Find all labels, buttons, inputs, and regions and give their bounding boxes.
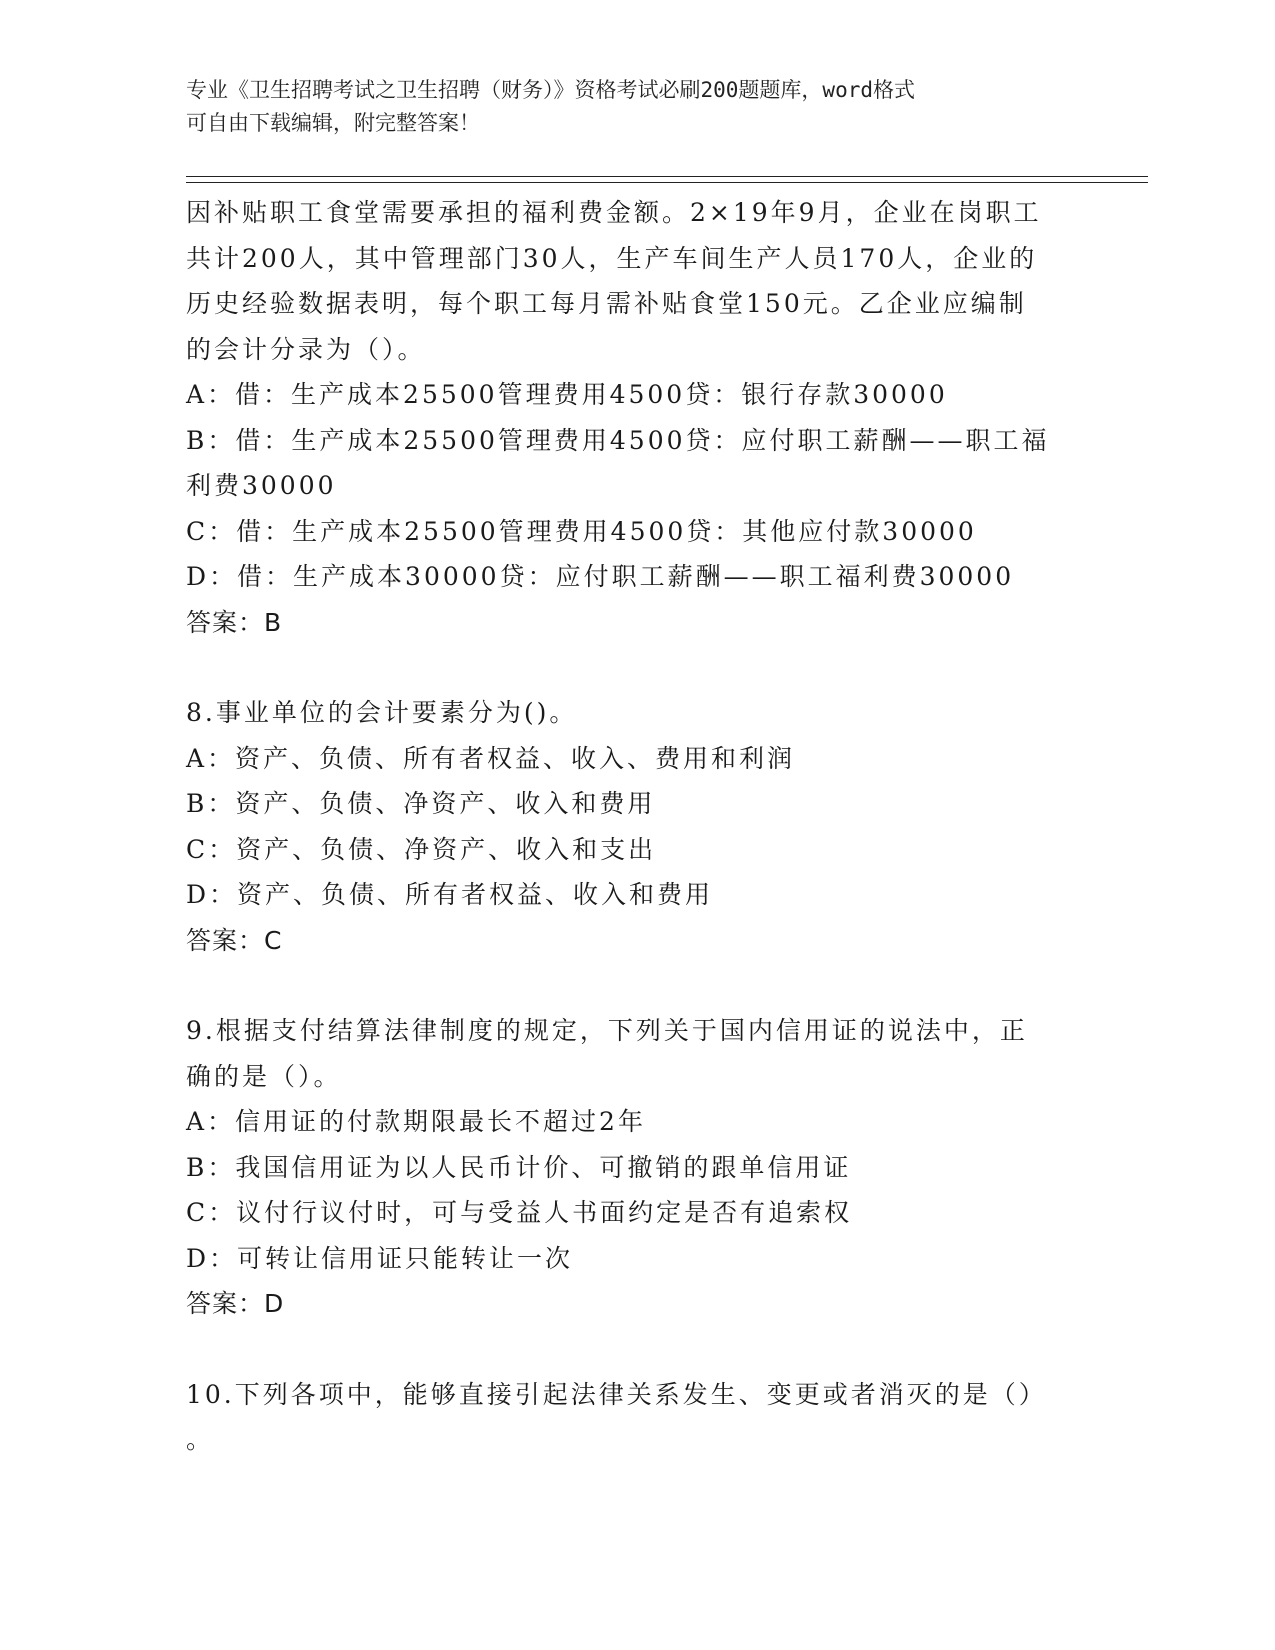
question-spacer <box>186 963 1086 1008</box>
option-b: B：资产、负债、净资产、收入和费用 <box>186 789 656 818</box>
question-stem-line: 因补贴职工食堂需要承担的福利费金额。2×19年9月，企业在岗职工 <box>186 198 1042 227</box>
option-c: C：议付行议付时，可与受益人书面约定是否有追索权 <box>186 1198 853 1227</box>
question-stem-line: 。 <box>186 1425 215 1454</box>
option-d: D：借：生产成本30000贷：应付职工薪酬——职工福利费30000 <box>186 562 1015 591</box>
option-c: C：借：生产成本25500管理费用4500贷：其他应付款30000 <box>186 516 977 546</box>
header-divider-bottom <box>186 182 1148 183</box>
header-line-2: 可自由下载编辑，附完整答案！ <box>186 111 480 135</box>
option-c: C：资产、负债、净资产、收入和支出 <box>186 834 657 864</box>
option-d: D：资产、负债、所有者权益、收入和费用 <box>186 880 714 909</box>
question-9 <box>186 1008 1086 1327</box>
question-stem-line: 9.根据支付结算法律制度的规定，下列关于国内信用证的说法中，正 <box>186 1016 1028 1045</box>
answer-line: 答案：D <box>186 1289 285 1318</box>
question-spacer <box>186 1327 1086 1372</box>
document-body <box>186 190 1086 1463</box>
question-stem-line: 10.下列各项中，能够直接引起法律关系发生、变更或者消灭的是（） <box>186 1379 1047 1409</box>
option-a: A：借：生产成本25500管理费用4500贷：银行存款30000 <box>186 380 948 409</box>
header-divider-top <box>186 176 1148 177</box>
question-7 <box>186 190 1086 645</box>
question-8 <box>186 690 1086 963</box>
header-line-1: 专业《卫生招聘考试之卫生招聘（财务）》资格考试必刷200题题库，word格式 <box>186 78 915 102</box>
option-b-continued: 利费30000 <box>186 471 337 500</box>
question-spacer <box>186 645 1086 690</box>
question-stem-line: 确的是（）。 <box>186 1061 342 1091</box>
option-a: A：信用证的付款期限最长不超过2年 <box>186 1107 646 1136</box>
question-10 <box>186 1372 1086 1463</box>
question-stem-line: 的会计分录为（）。 <box>186 334 426 364</box>
question-stem-line: 8.事业单位的会计要素分为()。 <box>186 698 578 727</box>
question-stem-line: 历史经验数据表明，每个职工每月需补贴食堂150元。乙企业应编制 <box>186 289 1027 318</box>
answer-line: 答案：B <box>186 607 283 637</box>
option-b: B：借：生产成本25500管理费用4500贷：应付职工薪酬——职工福 <box>186 425 1050 455</box>
document-header <box>186 74 1086 140</box>
question-stem-line: 共计200人，其中管理部门30人，生产车间生产人员170人，企业的 <box>186 243 1038 273</box>
option-b: B：我国信用证为以人民币计价、可撤销的跟单信用证 <box>186 1152 852 1182</box>
answer-line: 答案：C <box>186 925 283 955</box>
option-a: A：资产、负债、所有者权益、收入、费用和利润 <box>186 743 796 773</box>
option-d: D：可转让信用证只能转让一次 <box>186 1243 574 1273</box>
